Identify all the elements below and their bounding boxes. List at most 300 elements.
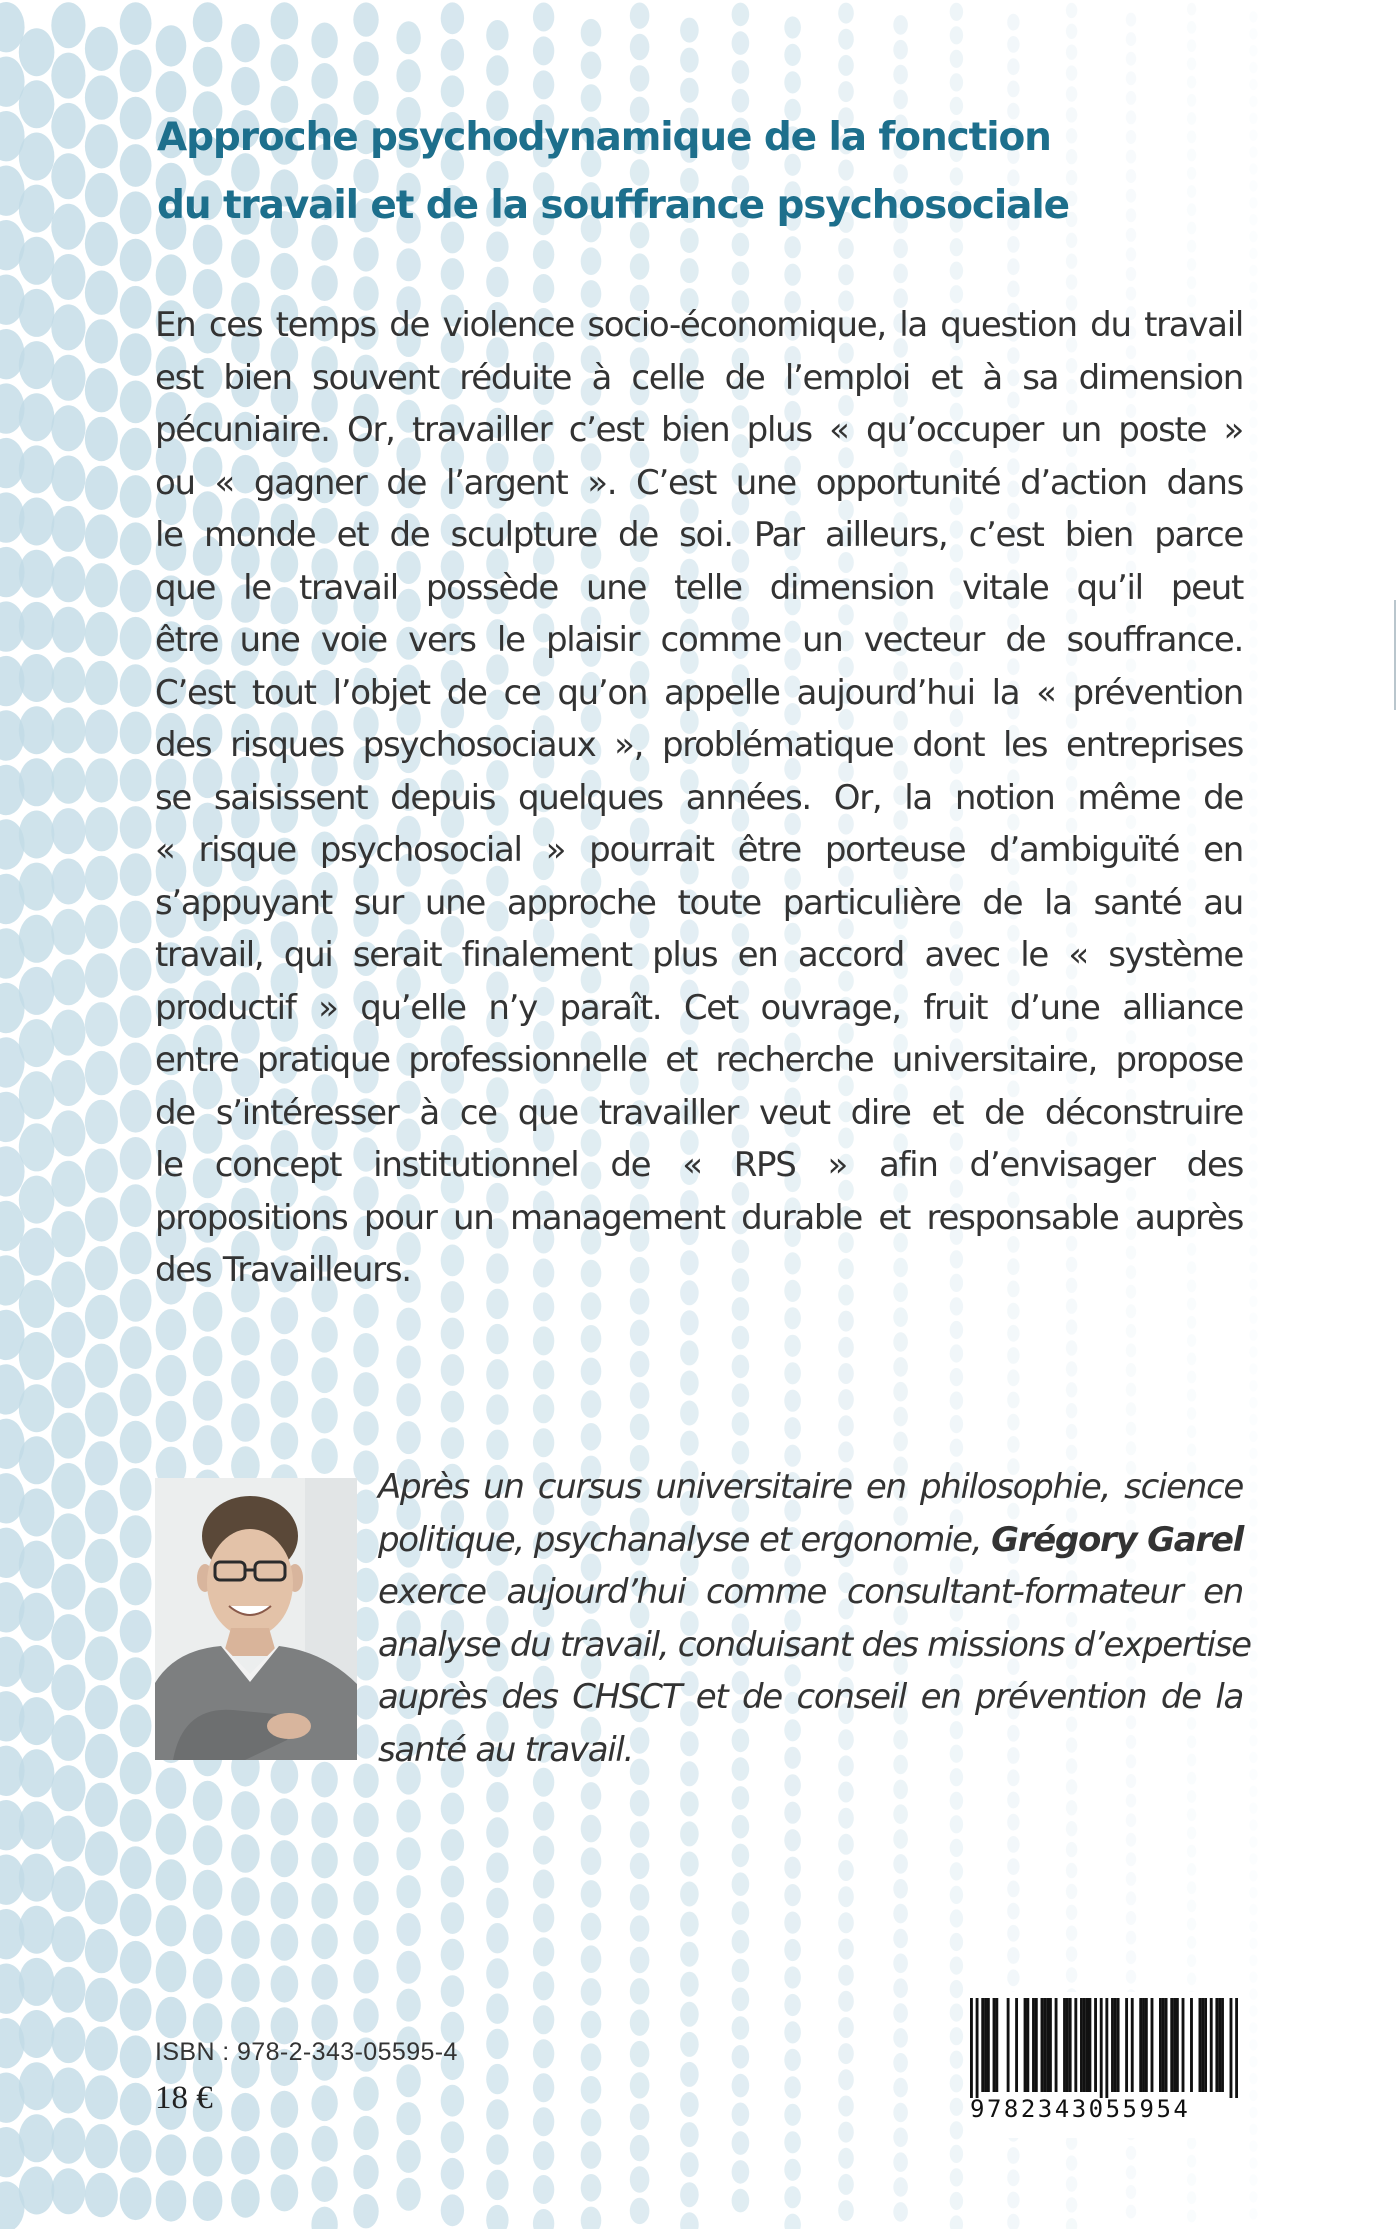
pattern-dot <box>19 80 55 128</box>
pattern-dot <box>120 1090 152 1133</box>
pattern-dot <box>1066 1361 1077 1376</box>
pattern-dot <box>893 2152 908 2172</box>
author-bio-line: exerce aujourd’hui comme consultant-formateur en <box>378 1572 1243 1612</box>
pattern-dot <box>311 1762 337 1798</box>
pattern-dot <box>1007 1814 1019 1831</box>
pattern-dot <box>486 1359 508 1389</box>
summary-line: être une voie vers le plaisir comme un vecteur de souffrance. <box>155 620 1243 660</box>
pattern-dot <box>1066 254 1077 269</box>
pattern-dot <box>441 2194 464 2226</box>
pattern-dot <box>120 1468 152 1511</box>
pattern-dot <box>950 2168 963 2186</box>
pattern-dot <box>732 31 750 55</box>
pattern-dot <box>396 1383 420 1416</box>
pattern-dot <box>85 1392 118 1436</box>
pattern-dot <box>156 1997 187 2038</box>
pattern-dot <box>732 1355 750 1379</box>
pattern-dot <box>950 1415 963 1433</box>
pattern-dot <box>893 1307 908 1327</box>
pattern-dot <box>732 1326 750 1350</box>
pattern-dot <box>630 2166 650 2192</box>
pattern-dot <box>120 1515 152 1558</box>
pattern-dot <box>838 55 854 76</box>
pattern-dot <box>1249 1397 1257 1408</box>
pattern-dot <box>784 44 801 66</box>
pattern-dot <box>1249 552 1257 563</box>
barcode-bar <box>1074 1998 1077 2092</box>
pattern-dot <box>19 1906 55 1954</box>
pattern-dot <box>732 3 750 27</box>
pattern-dot <box>784 2104 801 2126</box>
author-name: Grégory Garel <box>991 1519 1243 1560</box>
pattern-dot <box>1187 1389 1196 1402</box>
pattern-dot <box>120 1232 152 1275</box>
pattern-dot <box>271 1882 299 1919</box>
pattern-dot <box>353 1607 378 1641</box>
pattern-dot <box>396 1308 420 1341</box>
pattern-dot <box>85 1685 118 1729</box>
pattern-dot <box>1187 1973 1196 1986</box>
pattern-dot <box>85 1441 118 1485</box>
pattern-dot <box>19 1280 55 1328</box>
pattern-dot <box>1126 2165 1136 2179</box>
pattern-dot <box>311 1357 337 1393</box>
pattern-dot <box>231 67 260 106</box>
pattern-dot <box>1249 907 1257 918</box>
summary-line: entre pratique professionnelle et recherche universitaire, propose <box>155 1040 1243 1080</box>
pattern-dot <box>630 1884 650 1910</box>
pattern-dot <box>156 254 187 295</box>
pattern-dot <box>85 173 118 217</box>
summary-line: s’appuyant sur une approche toute particulière de la santé au <box>155 882 1243 923</box>
pattern-dot <box>784 2021 801 2043</box>
pattern-dot <box>732 2045 750 2069</box>
pattern-dot <box>51 355 85 401</box>
pattern-dot <box>19 1958 55 2006</box>
barcode-bar <box>1131 1998 1134 2092</box>
pattern-dot <box>1007 1303 1019 1320</box>
author-bio-text: politique, psychanalyse et ergonomie, <box>378 1519 982 1560</box>
pattern-dot <box>680 2152 699 2177</box>
pattern-dot <box>950 2051 963 2069</box>
pattern-dot <box>1249 1786 1257 1797</box>
pattern-dot <box>51 1110 85 1156</box>
pattern-dot <box>1007 36 1019 53</box>
pattern-dot <box>784 2049 801 2071</box>
pattern-dot <box>893 65 908 85</box>
pattern-dot <box>120 1043 152 1086</box>
barcode-bar <box>1159 1998 1162 2092</box>
pattern-dot <box>1249 822 1257 833</box>
pattern-dot <box>19 1697 55 1745</box>
barcode-bar <box>1162 1998 1165 2092</box>
pattern-dot <box>1249 1836 1257 1847</box>
summary-line: travail, qui serait finalement plus en accord avec le « système <box>155 935 1243 975</box>
author-bio-line <box>378 1514 1243 1567</box>
pattern-dot <box>680 2032 699 2057</box>
pattern-dot <box>1187 76 1196 89</box>
pattern-dot <box>732 2103 750 2127</box>
pattern-dot <box>1249 1938 1257 1949</box>
pattern-dot <box>1249 1515 1257 1526</box>
pattern-dot <box>19 1071 55 1119</box>
pattern-dot <box>19 758 55 806</box>
pattern-dot <box>1007 1392 1019 1409</box>
pattern-dot <box>51 859 85 905</box>
pattern-dot <box>120 1279 152 1322</box>
pattern-dot <box>680 1942 699 1967</box>
pattern-dot <box>271 1798 299 1835</box>
pattern-dot <box>950 1933 963 1951</box>
pattern-dot <box>1126 1794 1136 1808</box>
pattern-dot <box>85 1490 118 1534</box>
pattern-dot <box>1066 1403 1077 1418</box>
pattern-dot <box>311 1924 337 1960</box>
pattern-dot <box>396 1913 420 1946</box>
pattern-dot <box>85 1734 118 1778</box>
pattern-dot <box>838 1782 854 1803</box>
pattern-dot <box>85 319 118 363</box>
pattern-dot <box>1126 2185 1136 2199</box>
pattern-dot <box>85 75 118 119</box>
pattern-dot <box>533 2073 554 2102</box>
pattern-dot <box>396 1951 420 1984</box>
pattern-dot <box>51 758 85 804</box>
pattern-dot <box>1187 2173 1196 2186</box>
pattern-dot <box>441 1354 464 1386</box>
pattern-dot <box>231 1317 260 1356</box>
pattern-dot <box>1066 3 1077 18</box>
summary-line: le concept institutionnel de « RPS » afin d’envisager des <box>155 1145 1243 1185</box>
pattern-dot <box>533 2107 554 2136</box>
pattern-dot <box>630 1351 650 1377</box>
pattern-dot <box>1126 1343 1136 1357</box>
pattern-dot <box>1249 856 1257 867</box>
pattern-dot <box>784 1912 801 1934</box>
pattern-dot <box>581 1913 602 1941</box>
pattern-dot <box>1187 1407 1196 1420</box>
pattern-dot <box>51 1010 85 1056</box>
pattern-dot <box>630 65 650 91</box>
pattern-dot <box>533 1904 554 1933</box>
pattern-dot <box>680 1340 699 1365</box>
pattern-dot <box>893 1904 908 1924</box>
pattern-dot <box>950 26 963 44</box>
pattern-dot <box>1249 1363 1257 1374</box>
pattern-dot <box>156 1813 187 1854</box>
pattern-dot <box>120 1326 152 1369</box>
summary-line: ou « gagner de l’argent ». C’est une opportunité d’action dans <box>155 462 1243 503</box>
pattern-dot <box>732 1297 750 1321</box>
pattern-dot <box>1249 772 1257 783</box>
pattern-dot <box>19 2114 55 2162</box>
pattern-dot <box>1126 1441 1136 1455</box>
pattern-dot <box>1249 958 1257 969</box>
pattern-dot <box>156 1355 187 1396</box>
pattern-dot <box>1249 1887 1257 1898</box>
pattern-dot <box>396 2064 420 2097</box>
pattern-dot <box>1007 1836 1019 1853</box>
barcode-bars <box>970 1998 1238 2098</box>
pattern-dot <box>680 1972 699 1997</box>
pattern-dot <box>396 59 420 92</box>
pattern-dot <box>950 238 963 256</box>
pattern-dot <box>1249 265 1257 276</box>
pattern-dot <box>19 863 55 911</box>
pattern-dot <box>193 2137 223 2177</box>
pattern-dot <box>1249 755 1257 766</box>
pattern-dot <box>533 2175 554 2204</box>
pattern-dot <box>85 1051 118 1095</box>
pattern-dot <box>784 1829 801 1851</box>
pattern-dot <box>396 248 420 281</box>
book-title-line: Approche psychodynamique de la fonction <box>157 115 1051 160</box>
pattern-dot <box>1187 1827 1196 1840</box>
pattern-dot <box>1126 2205 1136 2219</box>
pattern-dot <box>1249 1380 1257 1391</box>
pattern-dot <box>271 1757 299 1794</box>
pattern-dot <box>1007 1325 1019 1342</box>
pattern-dot <box>51 1312 85 1358</box>
summary-line: En ces temps de violence socio-économique, la question du travail <box>155 305 1243 345</box>
pattern-dot <box>51 1262 85 1308</box>
pattern-dot <box>1126 1970 1136 1984</box>
pattern-dot <box>630 1382 650 1408</box>
pattern-dot <box>19 289 55 337</box>
pattern-dot <box>784 1857 801 1879</box>
pattern-dot <box>1187 1863 1196 1876</box>
pattern-dot <box>51 1060 85 1106</box>
pattern-dot <box>838 1311 854 1332</box>
pattern-dot <box>51 2068 85 2114</box>
pattern-dot <box>1249 383 1257 394</box>
pattern-dot <box>732 2189 750 2213</box>
barcode-number: 9782343055954 <box>970 2095 1191 2123</box>
pattern-dot <box>1066 1821 1077 1836</box>
pattern-dot <box>271 1422 299 1459</box>
pattern-dot <box>120 617 152 660</box>
barcode-bar <box>1204 1998 1207 2092</box>
pattern-dot <box>1249 2157 1257 2168</box>
pattern-dot <box>1126 1813 1136 1827</box>
pattern-dot <box>85 417 118 461</box>
pattern-dot <box>1187 1425 1196 1438</box>
pattern-dot <box>533 2039 554 2068</box>
pattern-dot <box>120 1184 152 1227</box>
pattern-dot <box>838 1415 854 1436</box>
pattern-dot <box>193 2181 223 2221</box>
summary-line: le monde et de sculpture de soi. Par ailleurs, c’est bien parce <box>155 515 1243 555</box>
pattern-dot <box>1249 1194 1257 1205</box>
pattern-dot <box>680 1852 699 1877</box>
barcode-bar <box>1151 1998 1154 2092</box>
barcode-bar <box>1199 1998 1202 2092</box>
pattern-dot <box>680 18 699 43</box>
pattern-dot <box>353 1529 378 1563</box>
pattern-dot <box>1249 1972 1257 1983</box>
pattern-dot <box>1249 1803 1257 1814</box>
pattern-dot <box>680 1821 699 1846</box>
pattern-dot <box>85 27 118 71</box>
pattern-dot <box>441 1939 464 1971</box>
price-label: 18 € <box>155 2080 213 2116</box>
pattern-dot <box>1249 1262 1257 1273</box>
pattern-dot <box>1249 1769 1257 1780</box>
barcode-bar <box>1088 1998 1091 2092</box>
pattern-dot <box>353 2194 378 2228</box>
pattern-dot <box>441 1391 464 1423</box>
pattern-dot <box>1249 1904 1257 1915</box>
pattern-dot <box>1249 451 1257 462</box>
pattern-dot <box>1249 1701 1257 1712</box>
pattern-dot <box>784 1966 801 1988</box>
pattern-dot <box>1249 2191 1257 2202</box>
pattern-dot <box>1249 603 1257 614</box>
pattern-dot <box>353 1920 378 1954</box>
pattern-dot <box>1249 569 1257 580</box>
pattern-dot <box>1249 1110 1257 1121</box>
pattern-dot <box>1249 535 1257 546</box>
pattern-dot <box>533 1937 554 1966</box>
pattern-dot <box>486 1817 508 1847</box>
pattern-dot <box>1249 1684 1257 1695</box>
pattern-dot <box>486 1782 508 1812</box>
pattern-dot <box>19 237 55 285</box>
pattern-dot <box>486 2134 508 2164</box>
pattern-dot <box>396 2178 420 2211</box>
pattern-dot <box>19 1384 55 1432</box>
pattern-dot <box>950 2145 963 2163</box>
pattern-dot <box>1187 39 1196 52</box>
pattern-dot <box>533 1836 554 1865</box>
pattern-dot <box>51 304 85 350</box>
pattern-dot <box>1126 32 1136 46</box>
pattern-dot <box>271 1339 299 1376</box>
pattern-dot <box>85 856 118 900</box>
pattern-dot <box>950 1297 963 1315</box>
pattern-dot <box>838 1389 854 1410</box>
pattern-dot <box>19 28 55 76</box>
pattern-dot <box>120 759 152 802</box>
pattern-dot <box>271 253 299 290</box>
pattern-dot <box>838 1441 854 1462</box>
pattern-dot <box>51 2 85 48</box>
barcode-bar <box>1201 1998 1204 2092</box>
pattern-dot <box>1187 1845 1196 1858</box>
barcode-bar <box>1190 1998 1193 2092</box>
barcode-bar <box>1066 1998 1069 2092</box>
pattern-dot <box>1249 1059 1257 1070</box>
pattern-dot <box>838 2200 854 2221</box>
pattern-dot <box>85 661 118 705</box>
pattern-dot <box>1249 2107 1257 2118</box>
pattern-dot <box>838 29 854 50</box>
pattern-dot <box>1249 282 1257 293</box>
pattern-dot <box>353 1764 378 1798</box>
pattern-dot <box>85 514 118 558</box>
pattern-dot <box>441 2121 464 2153</box>
pattern-dot <box>1066 1340 1077 1355</box>
pattern-dot <box>838 2096 854 2117</box>
pattern-dot <box>51 1866 85 1912</box>
pattern-dot <box>1126 1383 1136 1397</box>
pattern-dot <box>1249 518 1257 529</box>
pattern-dot <box>1249 501 1257 512</box>
pattern-dot <box>85 1149 118 1193</box>
pattern-dot <box>19 498 55 546</box>
pattern-dot <box>950 2004 963 2022</box>
pattern-dot <box>950 50 963 68</box>
pattern-dot <box>120 50 152 93</box>
pattern-dot <box>533 1971 554 2000</box>
pattern-dot <box>311 1438 337 1474</box>
pattern-dot <box>1126 1402 1136 1416</box>
pattern-dot <box>630 3 650 29</box>
pattern-dot <box>156 1768 187 1809</box>
pattern-dot <box>784 1362 801 1384</box>
book-summary <box>155 299 1243 1297</box>
pattern-dot <box>51 909 85 955</box>
pattern-dot <box>1249 1667 1257 1678</box>
pattern-dot <box>1066 1863 1077 1878</box>
pattern-dot <box>1187 1334 1196 1347</box>
pattern-dot <box>51 707 85 753</box>
pattern-dot <box>838 1912 854 1933</box>
pattern-dot <box>271 2133 299 2170</box>
pattern-dot <box>353 1842 378 1876</box>
pattern-dot <box>1249 1144 1257 1155</box>
pattern-dot <box>784 71 801 93</box>
pattern-dot <box>231 1920 260 1959</box>
pattern-dot <box>441 39 464 71</box>
pattern-dot <box>311 1317 337 1353</box>
pattern-dot <box>85 466 118 510</box>
pattern-dot <box>1007 2214 1019 2229</box>
barcode-bar <box>1015 1998 1018 2092</box>
pattern-dot <box>120 1752 152 1795</box>
pattern-dot <box>311 1883 337 1919</box>
pattern-dot <box>120 2 152 45</box>
pattern-dot <box>1187 57 1196 70</box>
pattern-dot <box>1249 1431 1257 1442</box>
summary-line: est bien souvent réduite à celle de l’emploi et à sa dimension <box>155 357 1243 398</box>
pattern-dot <box>784 1335 801 1357</box>
pattern-dot <box>353 1724 378 1758</box>
pattern-dot <box>533 1802 554 1831</box>
pattern-dot <box>51 1967 85 2013</box>
barcode-bar <box>981 1998 984 2092</box>
pattern-dot <box>353 237 378 271</box>
pattern-dot <box>51 1614 85 1660</box>
pattern-dot <box>120 570 152 613</box>
pattern-dot <box>893 264 908 284</box>
pattern-dot <box>1249 2039 1257 2050</box>
pattern-dot <box>85 1588 118 1632</box>
pattern-dot <box>1249 1093 1257 1104</box>
pattern-dot <box>1249 2005 1257 2016</box>
pattern-dot <box>581 1423 602 1451</box>
pattern-dot <box>533 2141 554 2170</box>
pattern-dot <box>231 24 260 63</box>
pattern-dot <box>19 2167 55 2215</box>
pattern-dot <box>1249 484 1257 495</box>
pattern-dot <box>19 1123 55 1171</box>
pattern-dot <box>533 2005 554 2034</box>
pattern-dot <box>193 1781 223 1821</box>
pattern-dot <box>120 1894 152 1937</box>
pattern-dot <box>193 1425 223 1465</box>
pattern-dot <box>120 144 152 187</box>
